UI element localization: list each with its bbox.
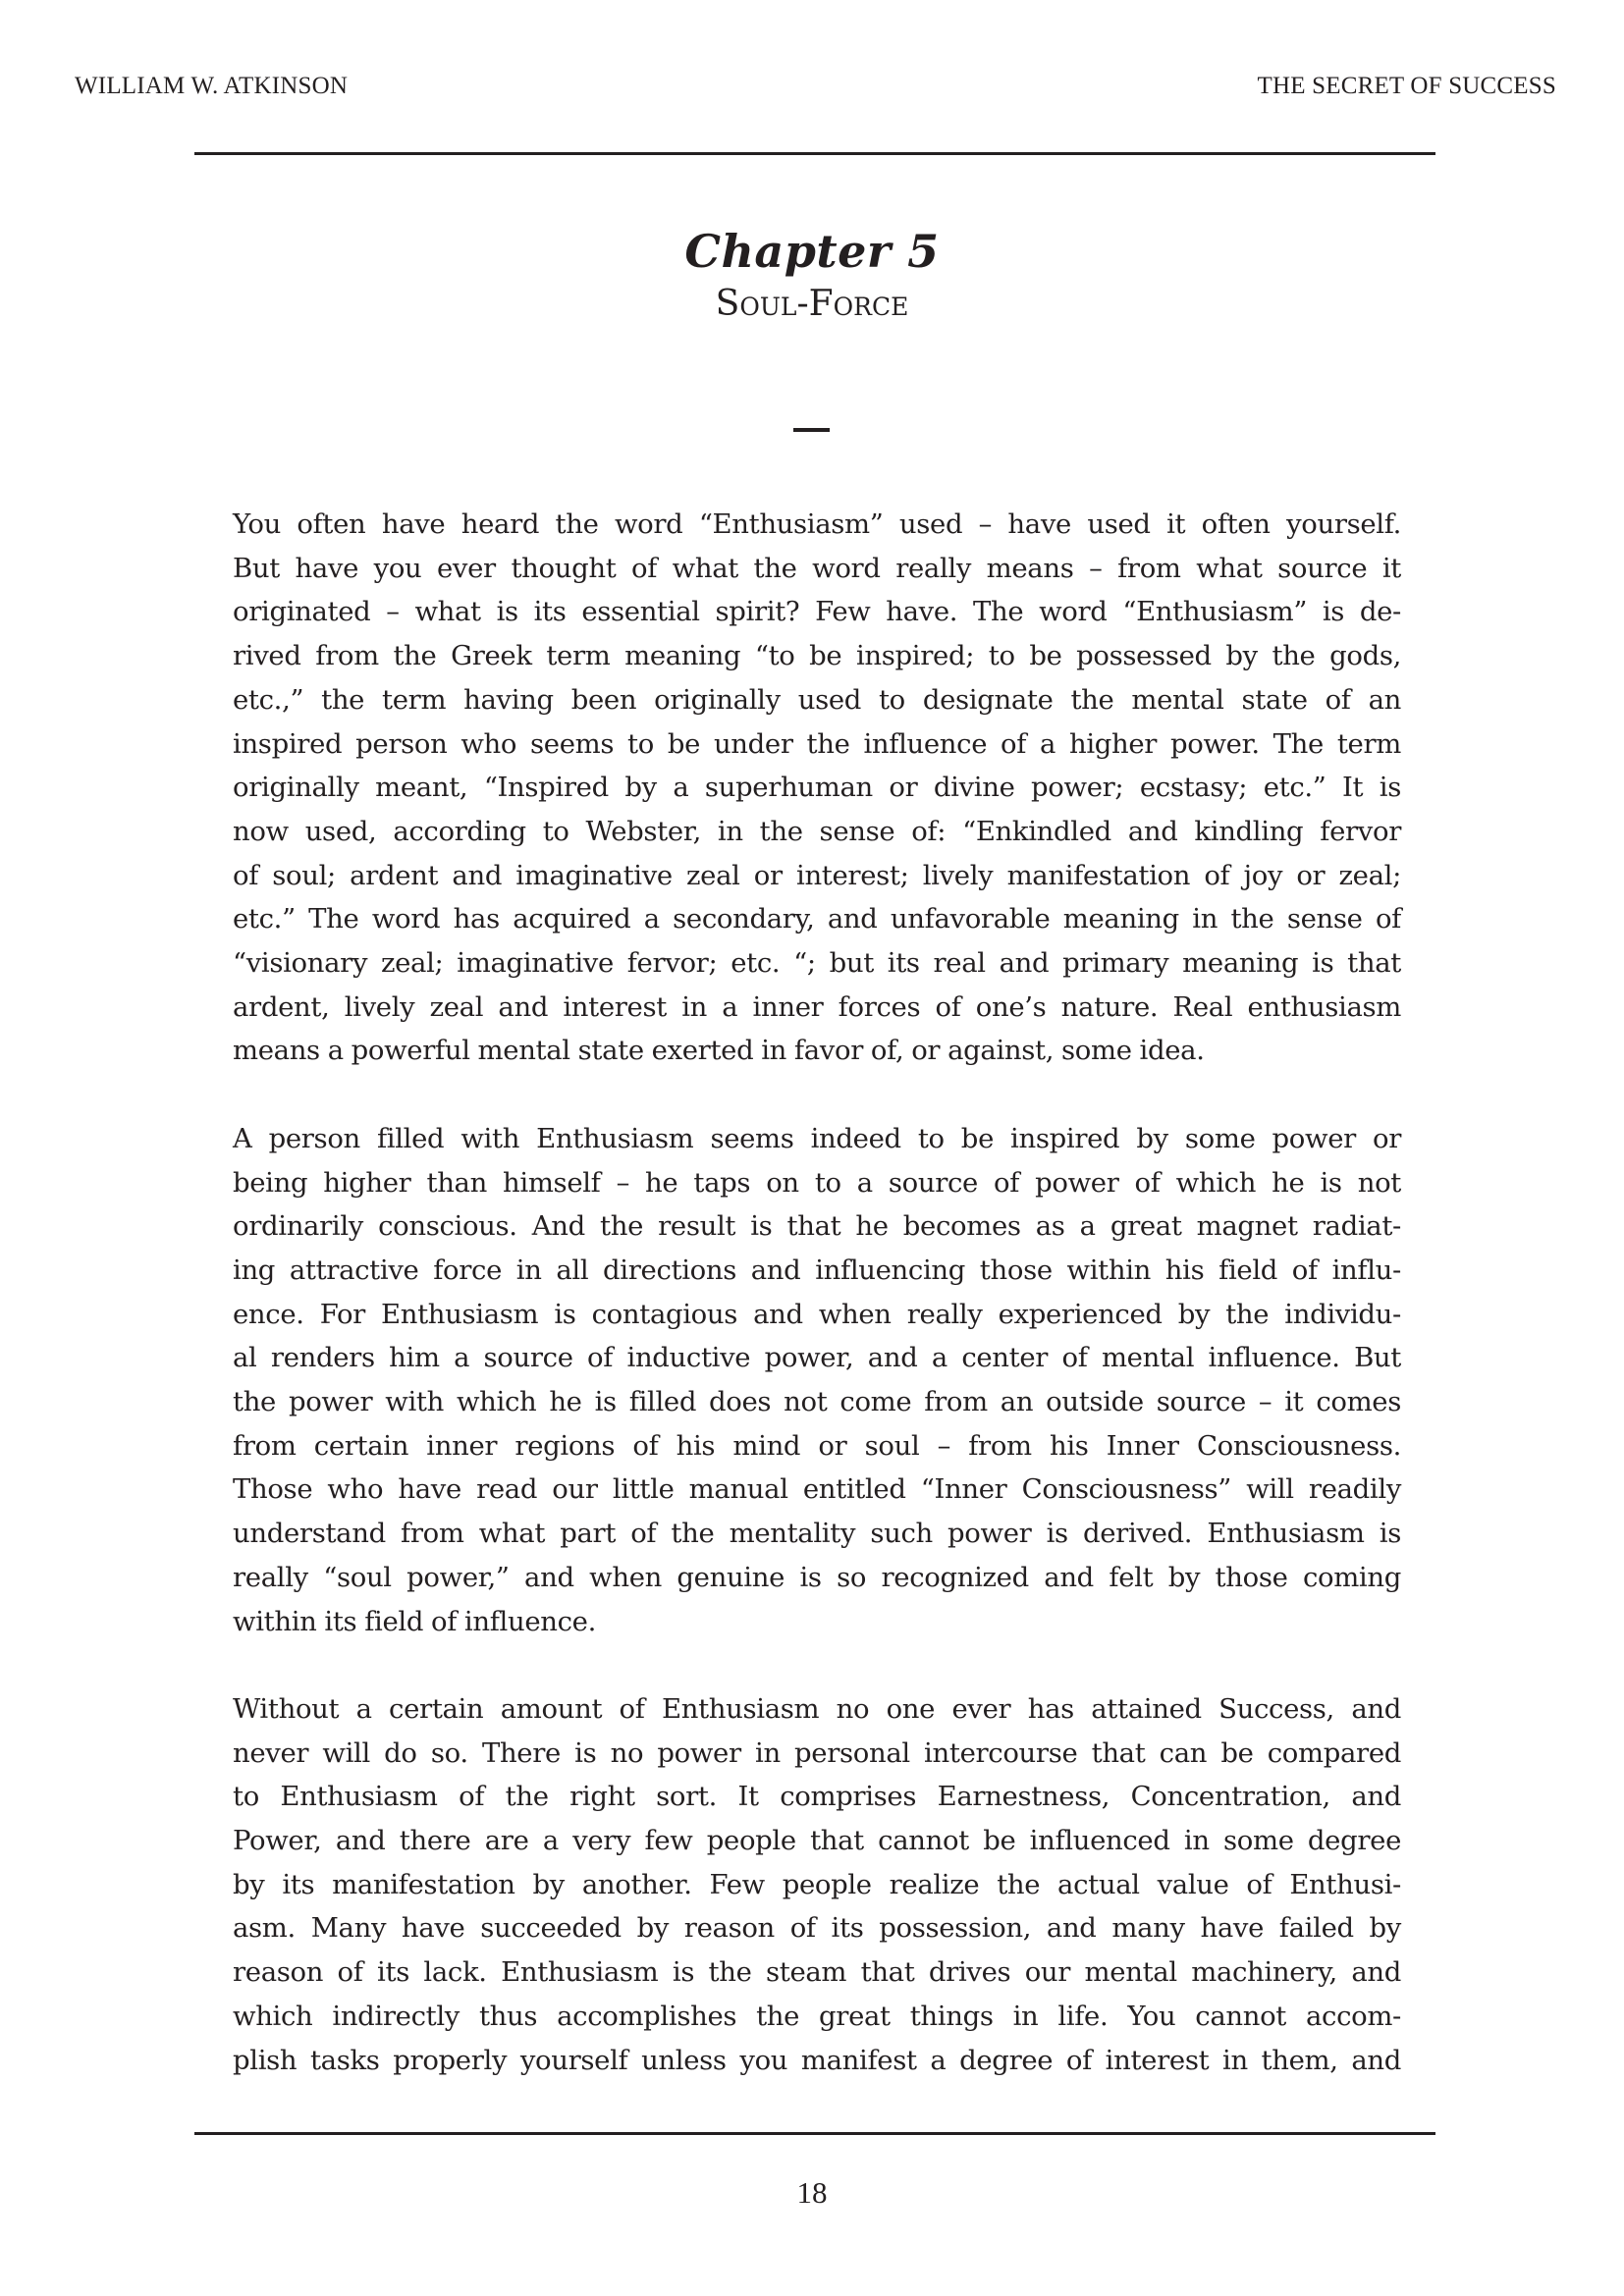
text-line: understand from what part of the mentality such power is derived. Enthusiasm is — [233, 1518, 1401, 1550]
text-line: really “soul power,” and when genuine is so recognized and felt by those coming — [233, 1561, 1401, 1593]
text-line: means a powerful mental state exerted in favor of, or against, some idea. — [233, 1035, 1205, 1067]
page-number: 18 — [796, 2175, 828, 2210]
paragraph-2 — [233, 1117, 1401, 1643]
paragraph-3 — [233, 1687, 1401, 2082]
text-line: “visionary zeal; imaginative fervor; etc. “; but its real and primary meaning is that — [233, 947, 1401, 980]
text-line: within its field of influence. — [233, 1605, 597, 1637]
text-line: asm. Many have succeeded by reason of its possession, and many have failed by — [233, 1912, 1401, 1945]
text-line: rived from the Greek term meaning “to be inspired; to be possessed by the gods, — [233, 640, 1401, 672]
header-rule — [194, 152, 1435, 155]
text-line: Those who have read our little manual entitled “Inner Consciousness” will readily — [233, 1473, 1401, 1506]
text-line: by its manifestation by another. Few people realize the actual value of Enthusi- — [233, 1868, 1401, 1900]
text-line: ordinarily conscious. And the result is that he becomes as a great magnet radiat- — [233, 1210, 1401, 1243]
ornament-dash — [793, 428, 830, 432]
text-line: al renders him a source of inductive power, and a center of mental influence. But — [233, 1342, 1401, 1374]
text-line: Power, and there are a very few people that cannot be influenced in some degree — [233, 1825, 1401, 1857]
text-line: originally meant, “Inspired by a superhuman or divine power; ecstasy; etc.” It is — [233, 772, 1401, 804]
text-line: ing attractive force in all directions and influencing those within his field of influ- — [233, 1254, 1401, 1286]
text-line: You often have heard the word “Enthusiasm” used – have used it often yourself. — [233, 508, 1401, 540]
text-line: etc.” The word has acquired a secondary, and unfavorable meaning in the sense of — [233, 903, 1401, 935]
text-line: inspired person who seems to be under the influence of a higher power. The term — [233, 727, 1401, 760]
chapter-heading — [0, 224, 1624, 326]
text-line: Without a certain amount of Enthusiasm no one ever has attained Success, and — [233, 1692, 1401, 1725]
chapter-title: Chapter 5 — [684, 225, 940, 278]
text-line: from certain inner regions of his mind or soul – from his Inner Consciousness. — [233, 1429, 1401, 1462]
text-line: to Enthusiasm of the right sort. It comprises Earnestness, Concentration, and — [233, 1781, 1401, 1813]
text-line: of soul; ardent and imaginative zeal or interest; lively manifestation of joy or zeal; — [233, 859, 1401, 891]
text-line: But have you ever thought of what the word really means – from what source it — [233, 552, 1401, 584]
text-line: now used, according to Webster, in the sense of: “Enkindled and kindling fervor — [233, 815, 1401, 847]
text-line: which indirectly thus accomplishes the great things in life. You cannot accom- — [233, 2000, 1401, 2032]
text-line: etc.,” the term having been originally used to designate the mental state of an — [233, 683, 1401, 716]
text-line: being higher than himself – he taps on to a source of power of which he is not — [233, 1166, 1401, 1199]
text-line: ence. For Enthusiasm is contagious and when really experienced by the individu- — [233, 1298, 1401, 1330]
text-line: ardent, lively zeal and interest in a inner forces of one’s nature. Real enthusiasm — [233, 990, 1401, 1023]
text-line: originated – what is its essential spirit? Few have. The word “Enthusiasm” is de- — [233, 596, 1401, 628]
running-header-author: WILLIAM W. ATKINSON — [75, 73, 349, 99]
text-line: A person filled with Enthusiasm seems indeed to be inspired by some power or — [233, 1122, 1401, 1154]
text-line: reason of its lack. Enthusiasm is the steam that drives our mental machinery, and — [233, 1956, 1401, 1989]
paragraph-1 — [233, 503, 1401, 1073]
text-line: never will do so. There is no power in personal intercourse that can be compared — [233, 1736, 1401, 1769]
running-header-book-title: THE SECRET OF SUCCESS — [1257, 73, 1556, 99]
text-line: the power with which he is filled does not come from an outside source – it comes — [233, 1386, 1401, 1418]
chapter-subtitle: Soul-Force — [715, 284, 909, 324]
text-line: plish tasks properly yourself unless you manifest a degree of interest in them, and — [233, 2044, 1401, 2076]
body-text — [233, 503, 1401, 2126]
running-header — [0, 73, 1624, 102]
footer-rule — [194, 2132, 1435, 2135]
